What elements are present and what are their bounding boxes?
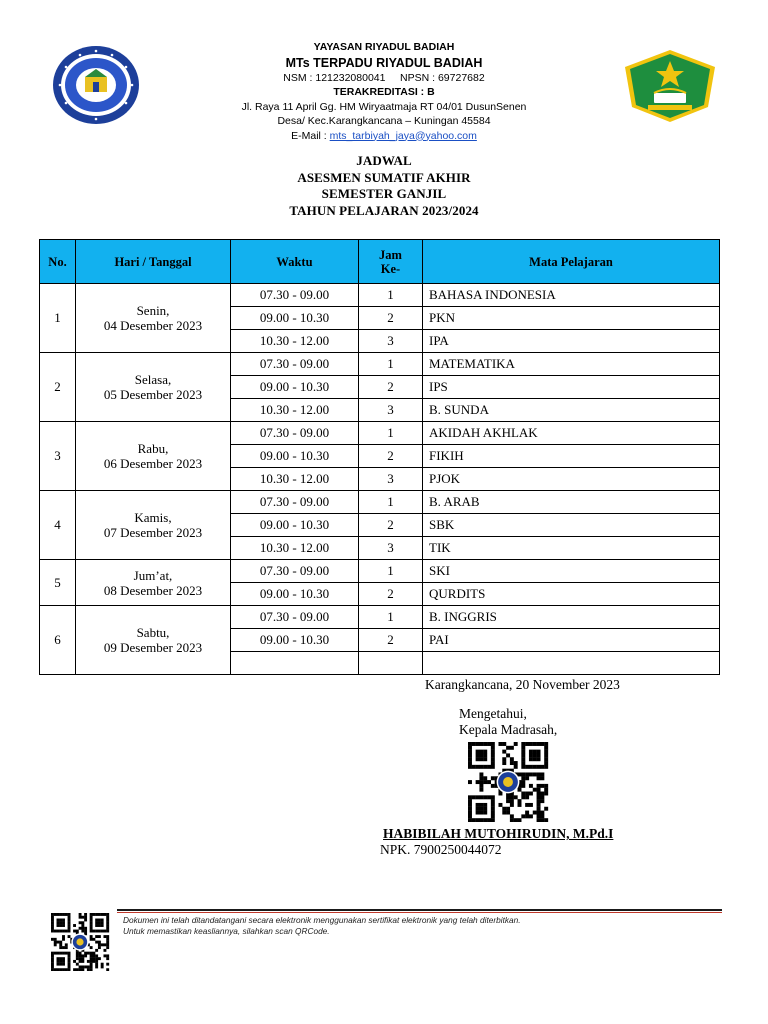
cell-no: 3 — [40, 422, 76, 491]
cell-no: 6 — [40, 606, 76, 675]
acknowledgement — [459, 706, 557, 737]
table-row — [40, 491, 720, 514]
cell-day-date — [76, 606, 231, 675]
cell-time: 07.30 - 09.00 — [231, 560, 359, 583]
day-name: Senin, — [136, 303, 170, 318]
cell-session — [359, 652, 423, 675]
header-session-line-2: Ke- — [380, 261, 401, 276]
cell-session: 2 — [359, 376, 423, 399]
cell-session: 3 — [359, 399, 423, 422]
cell-no: 1 — [40, 284, 76, 353]
table-header-row — [40, 240, 720, 284]
cell-session: 1 — [359, 560, 423, 583]
cell-subject: B. INGGRIS — [423, 606, 720, 629]
school-identifiers: NSM : 121232080041 NPSN : 69727682 — [283, 71, 485, 84]
address-line-2: Desa/ Kec.Karangkancana – Kuningan 45584 — [277, 115, 491, 127]
cell-no: 2 — [40, 353, 76, 422]
table-row — [40, 422, 720, 445]
day-name: Selasa, — [134, 372, 172, 387]
cell-time: 09.00 - 10.30 — [231, 376, 359, 399]
cell-subject: IPA — [423, 330, 720, 353]
cell-session: 2 — [359, 514, 423, 537]
cell-subject: SBK — [423, 514, 720, 537]
cell-no: 4 — [40, 491, 76, 560]
place-and-date: Karangkancana, 20 November 2023 — [425, 677, 620, 692]
cell-subject: MATEMATIKA — [423, 353, 720, 376]
table-row — [40, 606, 720, 629]
header-session-line-1: Jam — [379, 247, 402, 262]
principal-name: HABIBILAH MUTOHIRUDIN, M.Pd.I — [383, 826, 614, 841]
acknowledged-label: Mengetahui, — [459, 706, 527, 721]
letterhead — [0, 0, 768, 140]
qr-code-signature-icon — [459, 742, 557, 822]
day-date: 08 Desember 2023 — [103, 582, 203, 598]
footer-note-line-1: Dokumen ini telah ditandatangani secara elektronik menggunakan sertifikat elektronik yang telah diterbitkan. — [123, 915, 521, 925]
header-session — [359, 240, 423, 284]
day-name: Sabtu, — [136, 625, 170, 640]
day-date: 04 Desember 2023 — [103, 318, 203, 333]
cell-time: 09.00 - 10.30 — [231, 629, 359, 652]
cell-time: 10.30 - 12.00 — [231, 468, 359, 491]
cell-time: 09.00 - 10.30 — [231, 583, 359, 606]
cell-subject: AKIDAH AKHLAK — [423, 422, 720, 445]
exam-schedule-table — [39, 239, 720, 675]
cell-day-date — [76, 491, 231, 560]
email-line — [150, 129, 618, 144]
table-body — [40, 284, 720, 675]
footer-note — [123, 915, 521, 936]
cell-session: 2 — [359, 629, 423, 652]
header-time: Waktu — [231, 240, 359, 284]
cell-session: 2 — [359, 583, 423, 606]
table-row — [40, 284, 720, 307]
day-name: Rabu, — [137, 441, 169, 456]
cell-subject: QURDITS — [423, 583, 720, 606]
cell-session: 1 — [359, 284, 423, 307]
email-label: E-Mail : — [291, 129, 330, 142]
title-line-1: JADWAL — [356, 153, 412, 168]
cell-session: 2 — [359, 445, 423, 468]
table-row — [40, 353, 720, 376]
cell-session: 3 — [359, 330, 423, 353]
letterhead-text — [150, 40, 618, 143]
day-name: Jum’at, — [133, 567, 173, 583]
cell-time: 07.30 - 09.00 — [231, 491, 359, 514]
cell-subject: TIK — [423, 537, 720, 560]
cell-time: 07.30 - 09.00 — [231, 284, 359, 307]
email-link[interactable]: mts_tarbiyah_jaya@yahoo.com — [329, 129, 477, 142]
cell-session: 1 — [359, 353, 423, 376]
cell-session: 3 — [359, 468, 423, 491]
day-date: 09 Desember 2023 — [103, 640, 203, 655]
cell-session: 2 — [359, 307, 423, 330]
header-day-date: Hari / Tanggal — [76, 240, 231, 284]
cell-subject: PJOK — [423, 468, 720, 491]
qr-code-verification-icon — [47, 913, 113, 971]
cell-time: 09.00 - 10.30 — [231, 514, 359, 537]
address-line-1: Jl. Raya 11 April Gg. HM Wiryaatmaja RT 04/01 DusunSenen — [241, 100, 527, 113]
foundation-name: YAYASAN RIYADUL BADIAH — [313, 41, 455, 53]
cell-day-date — [76, 422, 231, 491]
footer-note-line-2: Untuk memastikan keasliannya, silahkan scan QRCode. — [123, 925, 330, 936]
cell-day-date — [76, 560, 231, 606]
cell-subject: IPS — [423, 376, 720, 399]
cell-subject — [423, 652, 720, 675]
day-date: 06 Desember 2023 — [103, 456, 203, 471]
title-line-4: TAHUN PELAJARAN 2023/2024 — [289, 202, 479, 218]
principal-npk: NPK. 7900250044072 — [380, 842, 502, 857]
cell-subject: PKN — [423, 307, 720, 330]
cell-day-date — [76, 353, 231, 422]
ministry-of-religious-affairs-emblem-icon — [624, 49, 716, 123]
cell-subject: FIKIH — [423, 445, 720, 468]
cell-session: 1 — [359, 491, 423, 514]
cell-subject: B. ARAB — [423, 491, 720, 514]
header-no: No. — [40, 240, 76, 284]
cell-time: 09.00 - 10.30 — [231, 307, 359, 330]
cell-session: 3 — [359, 537, 423, 560]
cell-no: 5 — [40, 560, 76, 606]
day-date: 05 Desember 2023 — [103, 387, 203, 402]
cell-day-date — [76, 284, 231, 353]
school-name: MTs TERPADU RIYADUL BADIAH — [285, 55, 483, 70]
cell-time: 07.30 - 09.00 — [231, 606, 359, 629]
cell-time: 10.30 - 12.00 — [231, 330, 359, 353]
cell-time: 10.30 - 12.00 — [231, 537, 359, 560]
cell-time: 09.00 - 10.30 — [231, 445, 359, 468]
cell-time: 07.30 - 09.00 — [231, 422, 359, 445]
cell-session: 1 — [359, 422, 423, 445]
cell-subject: PAI — [423, 629, 720, 652]
cell-session: 1 — [359, 606, 423, 629]
cell-subject: BAHASA INDONESIA — [423, 284, 720, 307]
day-date: 07 Desember 2023 — [103, 525, 203, 540]
day-name: Kamis, — [134, 510, 172, 525]
title-line-3: SEMESTER GANJIL — [321, 186, 447, 201]
title-line-2: ASESMEN SUMATIF AKHIR — [297, 169, 471, 185]
header-subject: Mata Pelajaran — [423, 240, 720, 284]
footer-rule-red — [117, 912, 722, 913]
school-emblem-icon — [52, 45, 140, 125]
accreditation: TERAKREDITASI : B — [333, 86, 435, 98]
cell-time: 10.30 - 12.00 — [231, 399, 359, 422]
cell-subject: SKI — [423, 560, 720, 583]
footer-rule-dark — [117, 909, 722, 911]
cell-subject: B. SUNDA — [423, 399, 720, 422]
cell-time — [231, 652, 359, 675]
table-row — [40, 560, 720, 583]
position-label: Kepala Madrasah, — [459, 721, 558, 737]
document-title — [150, 153, 618, 219]
cell-time: 07.30 - 09.00 — [231, 353, 359, 376]
